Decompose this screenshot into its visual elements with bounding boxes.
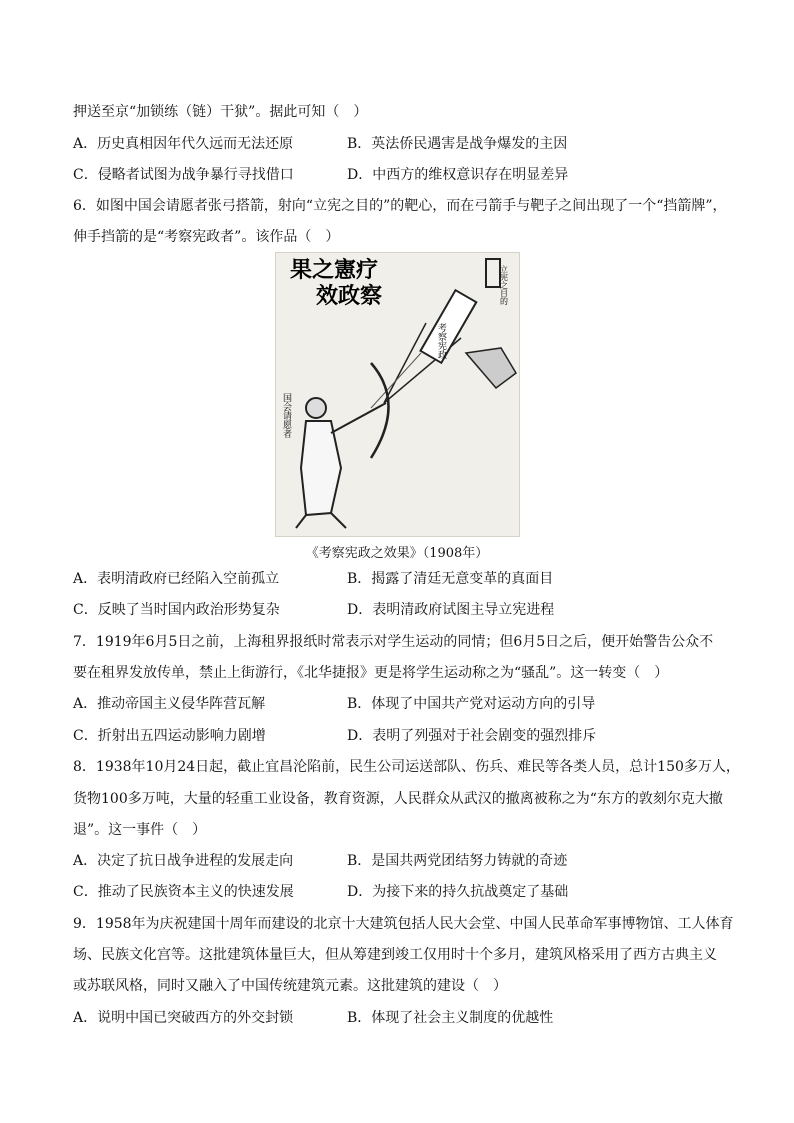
q6-option-a[interactable]: A．表明清政府已经陷入空前孤立 (73, 571, 280, 587)
q6-option-c[interactable]: C．反映了当时国内政治形势复杂 (73, 602, 280, 618)
q8-option-a[interactable]: A．决定了抗日战争进程的发展走向 (73, 853, 294, 869)
q8-option-b[interactable]: B．是国共两党团结努力铸就的奇迹 (347, 853, 568, 869)
q9-option-a[interactable]: A．说明中国已突破西方的外交封锁 (73, 1010, 294, 1026)
target-icon (486, 259, 500, 287)
cartoon-title-line1: 果之憲疗 (290, 257, 379, 283)
cartoon-image (275, 252, 520, 537)
question-9-stem-3: 或苏联风格，同时又融入了中国传统建筑元素。这批建筑的建设（ ） (73, 978, 507, 994)
q7-option-b[interactable]: B．体现了中国共产党对运动方向的引导 (347, 696, 596, 712)
q5-option-d[interactable]: D．中西方的维权意识存在明显差异 (347, 167, 569, 183)
q5-option-a[interactable]: A．历史真相因年代久远而无法还原 (73, 136, 294, 152)
question-8-stem: 8．1938年10月24日起，截止宜昌沦陷前，民生公司运送部队、伤兵、难民等各类人员，总计150多万人， (73, 759, 740, 775)
q5-option-b[interactable]: B．英法侨民遇害是战争爆发的主因 (347, 136, 568, 152)
archer-label: 国会请愿者 (281, 393, 291, 438)
cartoon-title-line2: 效政察 (316, 283, 383, 309)
q7-option-a[interactable]: A．推动帝国主义侵华阵营瓦解 (73, 696, 266, 712)
shield-label: 考察宪政 (436, 323, 446, 359)
question-9-stem-2: 场、民族文化宫等。这批建筑体量巨大，但从筹建到竣工仅用时十个多月，建筑风格采用了西方古典主义 (73, 947, 717, 963)
shield-icon (421, 290, 477, 363)
q7-option-d[interactable]: D．表明了列强对于社会剧变的强烈排斥 (347, 728, 597, 744)
hand-icon (466, 348, 516, 388)
question-7-stem-2: 要在租界发放传单，禁止上街游行，《北华捷报》更是将学生运动称之为“骚乱”。这一转变（ ） (73, 665, 669, 681)
q6-option-d[interactable]: D．表明清政府试图主导立宪进程 (347, 602, 555, 618)
question-5-stem-end: 押送至京“加锁练（链）干狱”。据此可知（ ） (73, 104, 368, 120)
q9-option-b[interactable]: B．体现了社会主义制度的优越性 (347, 1010, 554, 1026)
question-8-stem-3: 退”。这一事件（ ） (73, 822, 207, 838)
q8-option-d[interactable]: D．为接下来的持久抗战奠定了基础 (347, 884, 569, 900)
figure-caption: 《考察宪政之效果》（1908年） (305, 546, 489, 561)
q5-option-c[interactable]: C．侵略者试图为战争暴行寻找借口 (73, 167, 294, 183)
question-7-stem: 7．1919年6月5日之前，上海租界报纸时常表示对学生运动的同情；但6月5日之后，便开始警告公众不 (73, 634, 714, 650)
question-8-stem-2: 货物100多万吨，大量的轻重工业设备，教育资源，人民群众从武汉的撤离被称之为“东方的敦刻尔克大撤 (73, 791, 723, 807)
question-6-stem: 6．如图中国会请愿者张弓搭箭，射向“立宪之目的”的靶心，而在弓箭手与靶子之间出现了一个“挡箭牌”， (73, 198, 727, 214)
q7-option-c[interactable]: C．折射出五四运动影响力剧增 (73, 728, 266, 744)
q6-option-b[interactable]: B．揭露了清廷无意变革的真面目 (347, 571, 554, 587)
question-9-stem: 9．1958年为庆祝建国十周年而建设的北京十大建筑包括人民大会堂、中国人民革命军事博物馆、工人体育 (73, 916, 734, 932)
question-6-stem-2: 伸手挡箭的是“考察宪政者”。该作品（ ） (73, 229, 340, 245)
archer-icon (296, 363, 389, 528)
target-label: 立宪之目的 (499, 265, 509, 305)
q8-option-c[interactable]: C．推动了民族资本主义的快速发展 (73, 884, 294, 900)
